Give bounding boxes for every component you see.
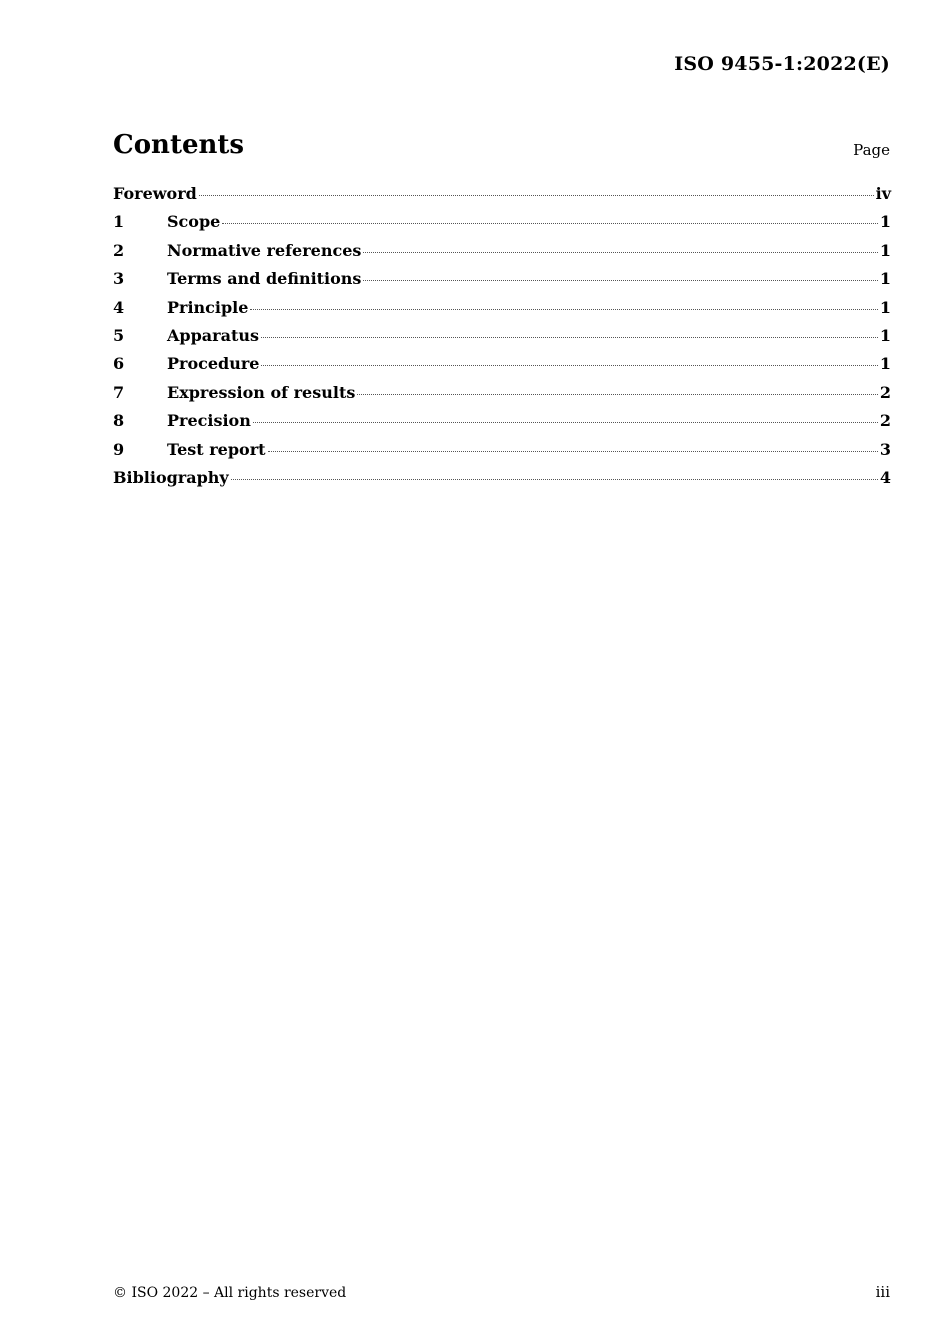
toc-entry-number: 9 bbox=[113, 439, 125, 459]
toc-entry-principle[interactable] bbox=[113, 298, 891, 326]
toc-dot-leader bbox=[268, 451, 878, 452]
toc-entry-terms-and-definitions[interactable] bbox=[113, 269, 891, 297]
toc-entry-title: Apparatus bbox=[167, 325, 259, 345]
toc-entry-test-report[interactable] bbox=[113, 440, 891, 468]
toc-entry-title: Expression of results bbox=[167, 382, 356, 402]
toc-entry-number: 7 bbox=[113, 382, 125, 402]
toc-entry-number: 1 bbox=[113, 212, 125, 232]
toc-entry-scope[interactable] bbox=[113, 212, 891, 240]
toc-entry-page: 1 bbox=[879, 354, 891, 374]
toc-entry-number: 3 bbox=[113, 269, 125, 289]
toc-entry-title: Procedure bbox=[167, 354, 260, 374]
toc-dot-leader bbox=[231, 479, 878, 480]
toc-entry-expression-of-results[interactable] bbox=[113, 383, 891, 411]
toc-entry-foreword[interactable] bbox=[113, 184, 891, 212]
toc-entry-page: 1 bbox=[879, 297, 891, 317]
toc-entry-title: Test report bbox=[167, 439, 266, 459]
contents-heading: Contents bbox=[113, 130, 245, 160]
toc-dot-leader bbox=[261, 337, 878, 338]
toc-entry-title: Normative references bbox=[167, 240, 362, 260]
toc-dot-leader bbox=[199, 195, 874, 196]
toc-dot-leader bbox=[222, 223, 878, 224]
toc-entry-number: 6 bbox=[113, 354, 125, 374]
page-column-label: Page bbox=[853, 141, 890, 159]
copyright-notice: © ISO 2022 – All rights reserved bbox=[113, 1285, 347, 1301]
toc-entry-title: Scope bbox=[167, 212, 221, 232]
toc-entry-page: 1 bbox=[879, 240, 891, 260]
toc-entry-normative-references[interactable] bbox=[113, 241, 891, 269]
toc-entry-page: 4 bbox=[879, 467, 891, 487]
toc-entry-page: 3 bbox=[879, 439, 891, 459]
toc-entry-bibliography[interactable] bbox=[113, 468, 891, 496]
toc-entry-page: 1 bbox=[879, 269, 891, 289]
toc-entry-number: 2 bbox=[113, 240, 125, 260]
toc-entry-page: 1 bbox=[879, 325, 891, 345]
toc-entry-number: 5 bbox=[113, 325, 125, 345]
toc-entry-precision[interactable] bbox=[113, 411, 891, 439]
toc-entry-apparatus[interactable] bbox=[113, 326, 891, 354]
table-of-contents bbox=[113, 184, 891, 496]
toc-entry-procedure[interactable] bbox=[113, 354, 891, 382]
toc-entry-title: Precision bbox=[167, 411, 251, 431]
toc-dot-leader bbox=[363, 252, 877, 253]
toc-dot-leader bbox=[357, 394, 878, 395]
toc-dot-leader bbox=[250, 309, 877, 310]
toc-dot-leader bbox=[261, 365, 877, 366]
toc-entry-title: Foreword bbox=[113, 184, 197, 203]
toc-entry-page: 1 bbox=[879, 212, 891, 232]
toc-entry-number: 8 bbox=[113, 411, 125, 431]
toc-entry-page: 2 bbox=[879, 411, 891, 431]
document-identifier: ISO 9455-1:2022(E) bbox=[674, 53, 890, 75]
toc-entry-title: Principle bbox=[167, 297, 249, 317]
toc-entry-title: Terms and definitions bbox=[167, 269, 362, 289]
toc-entry-page: iv bbox=[875, 184, 891, 203]
toc-entry-page: 2 bbox=[879, 382, 891, 402]
toc-dot-leader bbox=[253, 422, 878, 423]
page-number: iii bbox=[875, 1283, 890, 1301]
toc-entry-title: Bibliography bbox=[113, 467, 229, 487]
toc-entry-number: 4 bbox=[113, 297, 125, 317]
toc-dot-leader bbox=[363, 280, 877, 281]
